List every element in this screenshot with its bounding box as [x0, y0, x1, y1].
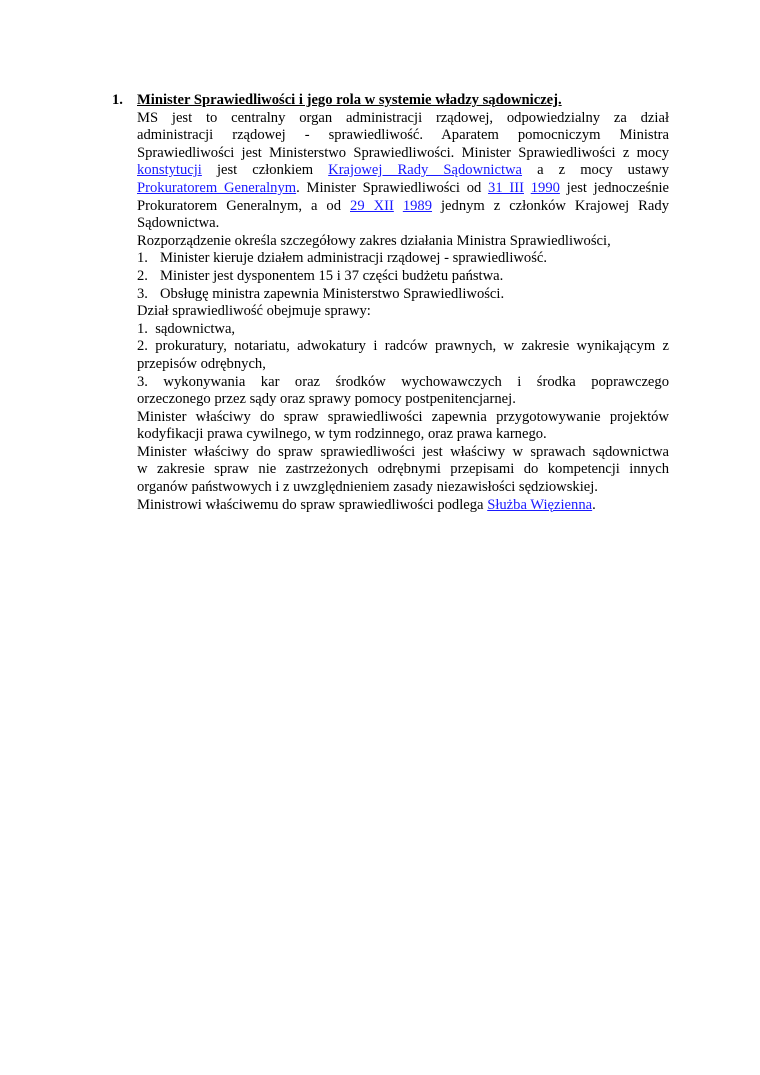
list-item: 3. Obsługę ministra zapewnia Ministerstwo Sprawiedliwości.	[137, 285, 505, 302]
dzial-item-1: 1. sądownictwa,	[137, 320, 236, 337]
paragraph-dzial: Dział sprawiedliwość obejmuje sprawy:	[137, 303, 371, 320]
link-sluzba-wiezienna[interactable]: Służba Więzienna	[487, 496, 593, 513]
list-item: 2. Minister jest dysponentem 15 i 37 części budżetu państwa.	[137, 267, 504, 284]
section-title: Minister Sprawiedliwości i jego rola w systemie władzy sądowniczej.	[137, 92, 562, 108]
section-number: 1.	[112, 92, 123, 108]
p5-line-1: Minister właściwy do spraw sprawiedliwości jest właściwy w sprawach sądownictwa	[137, 443, 669, 460]
dzial-item-2-line-2: przepisów odrębnych,	[137, 355, 266, 372]
p1-line-6	[137, 198, 669, 216]
dzial-item-3-line-1: 3. wykonywania kar oraz środków wychowawczych i środka poprawczego	[137, 373, 669, 390]
p4-line-2: kodyfikacji prawa cywilnego, w tym rodzinnego, oraz prawa karnego.	[137, 426, 547, 443]
link-konstytucji[interactable]: konstytucji	[137, 162, 202, 179]
paragraph-competence	[137, 444, 669, 497]
link-31-iii[interactable]: 31 III	[488, 179, 524, 196]
p1-line-2: administracji rządowej - sprawiedliwość. Aparatem pomocniczym Ministra	[137, 127, 669, 144]
link-prokurator[interactable]: Prokuratorem Generalnym	[137, 179, 297, 196]
p1-line-1: MS jest to centralny organ administracji rządowej, odpowiedzialny za dział	[137, 109, 669, 126]
p5-line-2: w zakresie spraw nie zastrzeżonych odrębnymi przepisami do kompetencji innych	[137, 461, 669, 478]
paragraph-regulation: Rozporządzenie określa szczegółowy zakres działania Ministra Sprawiedliwości,	[137, 232, 611, 249]
link-krajowej-rady[interactable]: Krajowej Rady Sądownictwa	[328, 162, 523, 179]
dzial-item-2-line-1: 2. prokuratury, notariatu, adwokatury i radców prawnych, w zakresie wynikającym z	[137, 338, 669, 355]
p1-text-od: . Minister Sprawiedliwości od	[296, 179, 482, 196]
link-1990[interactable]: 1990	[530, 179, 560, 196]
p1-line-4	[137, 162, 669, 180]
p1-text-jednym: jednym z członków Krajowej Rady	[441, 197, 669, 214]
p1-text-ustawy: a z mocy ustawy	[537, 162, 670, 179]
regulation-list	[137, 250, 669, 303]
p1-text-prok2: Prokuratorem Generalnym, a od	[137, 197, 342, 214]
dzial-item-3-line-2: orzeczonego przez sądy oraz sprawy pomocy postpenitencjarnej.	[137, 391, 516, 408]
p1-text-member: jest członkiem	[216, 162, 314, 179]
paragraph-prison-service: Ministrowi właściwemu do spraw sprawiedliwości podlega Służba Więzienna.	[137, 496, 596, 513]
link-1989[interactable]: 1989	[402, 197, 433, 214]
dzial-list	[137, 321, 669, 409]
section-1	[112, 92, 670, 514]
paragraph-codification	[137, 409, 669, 444]
p4-line-1: Minister właściwy do spraw sprawiedliwości zapewnia przygotowywanie projektów	[137, 408, 669, 425]
paragraph-intro	[137, 110, 669, 233]
p1-line-5	[137, 180, 669, 198]
link-29-xii[interactable]: 29 XII	[350, 197, 394, 214]
p1-text-jedn: jest jednocześnie	[566, 179, 670, 196]
p5-line-3: organów państwowych i z uwzględnieniem zasady niezawisłości sędziowskiej.	[137, 479, 598, 496]
p1-line-3: Sprawiedliwości jest Ministerstwo Sprawiedliwości. Minister Sprawiedliwości z mocy	[137, 144, 669, 161]
p1-line-7: Sądownictwa.	[137, 215, 220, 232]
list-item: 1. Minister kieruje działem administracji rządowej - sprawiedliwość.	[137, 250, 548, 267]
